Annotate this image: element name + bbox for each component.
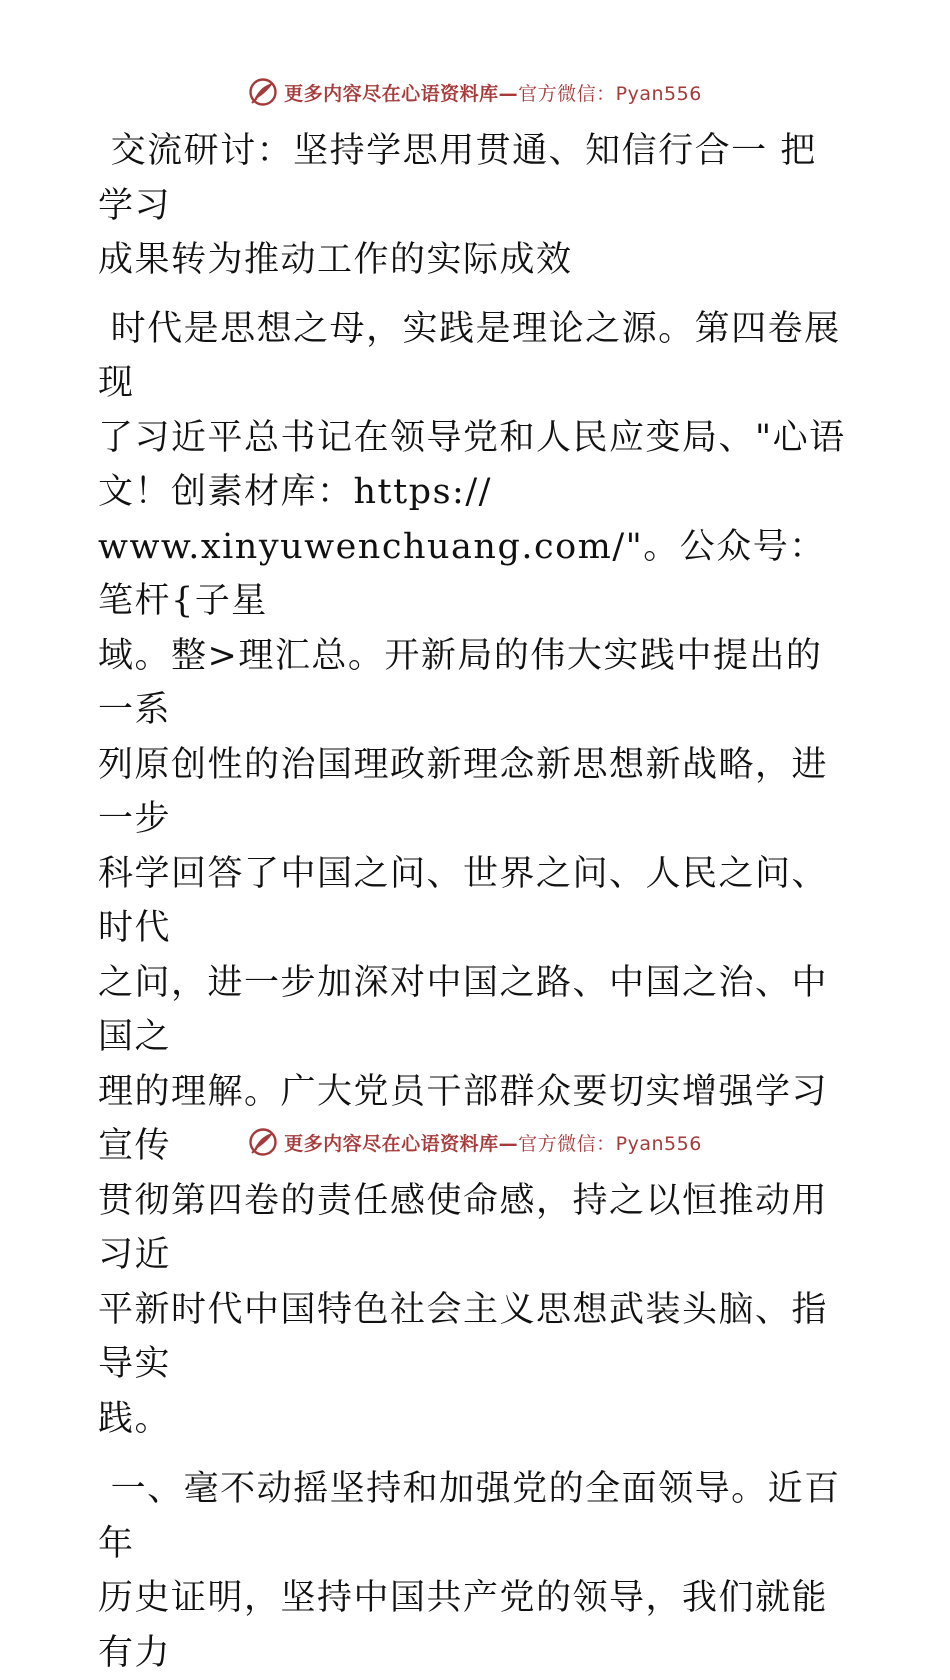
text-line: 时代是思想之母，实践是理论之源。第四卷展现 (98, 308, 841, 403)
footer-watermark-text (284, 1129, 702, 1156)
text-line: 域。整>理汇总。开新局的伟大实践中提出的一系 (98, 635, 823, 730)
header-watermark-text (284, 79, 702, 106)
title-line: 成果转为推动工作的实际成效 (98, 240, 573, 280)
text-line: 之问，进一步加深对中国之路、中国之治、中国之 (98, 962, 829, 1057)
header-watermark-banner (0, 72, 950, 112)
paragraph-section-one (98, 1462, 850, 1680)
text-line: 科学回答了中国之问、世界之问、人民之问、时代 (98, 853, 829, 948)
header-site-text: 更多内容尽在心语资料库 (284, 82, 499, 105)
quill-logo-icon (248, 1127, 278, 1157)
text-line: 列原创性的治国理政新理念新思想新战略，进一步 (98, 744, 829, 839)
text-line: 理的理解。广大党员干部群众要切实增强学习宣传 (98, 1071, 829, 1166)
footer-dash: — (498, 1132, 519, 1155)
document-body (98, 124, 850, 1680)
text-line: 贯彻第四卷的责任感使命感，持之以恒推动用习近 (98, 1180, 829, 1275)
text-line: 历史证明，坚持中国共产党的领导，我们就能有力 (98, 1578, 829, 1673)
text-line: 平新时代中国特色社会主义思想武装头脑、指导实 (98, 1289, 829, 1384)
header-dash: — (498, 82, 519, 105)
footer-watermark-banner (0, 1122, 950, 1162)
text-line: 文！创素材库：https:// (98, 472, 492, 512)
header-wechat-text: 官方微信：Pyan556 (518, 82, 702, 105)
text-line: 践。 (98, 1398, 172, 1439)
footer-site-text: 更多内容尽在心语资料库 (284, 1132, 499, 1155)
title-line: 交流研讨：坚持学思用贯通、知信行合一 把学习 (98, 131, 817, 226)
footer-wechat-text: 官方微信：Pyan556 (518, 1132, 702, 1155)
paragraph-intro (98, 302, 850, 1447)
document-title (98, 124, 850, 288)
text-line: www.xinyuwenchuang.com/"。公众号：笔杆{子星 (98, 526, 826, 621)
quill-logo-icon (248, 77, 278, 107)
text-line: 一、毫不动摇坚持和加强党的全面领导。近百年 (98, 1469, 841, 1564)
text-line: 了习近平总书记在领导党和人民应变局、"心语 (98, 417, 846, 458)
